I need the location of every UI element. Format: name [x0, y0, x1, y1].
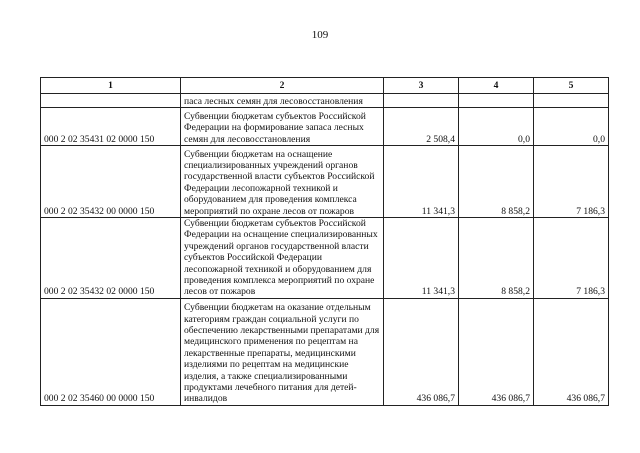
column-header-2: 2: [181, 78, 384, 94]
budget-code-cell: 000 2 02 35432 02 0000 150: [41, 218, 181, 299]
table-row: [41, 108, 609, 146]
value-col3-cell: [384, 94, 459, 108]
description-cell: паса лесных семян для лесовосстановления: [181, 94, 384, 108]
value-col5-cell: [534, 94, 609, 108]
value-col4-cell: 8 858,2: [459, 218, 534, 299]
column-header-3: 3: [384, 78, 459, 94]
page-number: 109: [311, 29, 329, 41]
description-cell: Субвенции бюджетам субъектов Российской Федерации на оснащение специализированных учреждений органов государственной власти субъектов Российской Федерации лесопожарной техникой и оборудованием для проведения комплекса мероприятий по охране лесов от пожаров: [181, 218, 384, 299]
description-cell: Субвенции бюджетам на оснащение специализированных учреждений органов государственной власти субъектов Российской Федерации лесопожарной техникой и оборудованием для проведения комплекса мероприятий по охране лесов от пожаров: [181, 146, 384, 218]
column-header-4: 4: [459, 78, 534, 94]
value-col5-cell: 0,0: [534, 108, 609, 146]
table-row: [41, 94, 609, 108]
budget-code-cell: 000 2 02 35432 00 0000 150: [41, 146, 181, 218]
value-col3-cell: 436 086,7: [384, 298, 459, 405]
budget-table: [40, 77, 609, 406]
table-row: [41, 146, 609, 218]
budget-code-cell: [41, 94, 181, 108]
description-cell: Субвенции бюджетам субъектов Российской Федерации на формирование запаса лесных семян для лесовосстановления: [181, 108, 384, 146]
column-header-1: 1: [41, 78, 181, 94]
table-row: [41, 298, 609, 405]
table-row: [41, 218, 609, 299]
value-col4-cell: 436 086,7: [459, 298, 534, 405]
value-col4-cell: 8 858,2: [459, 146, 534, 218]
value-col3-cell: 2 508,4: [384, 108, 459, 146]
value-col4-cell: [459, 94, 534, 108]
value-col5-cell: 7 186,3: [534, 146, 609, 218]
value-col5-cell: 436 086,7: [534, 298, 609, 405]
description-cell: Субвенции бюджетам на оказание отдельным категориям граждан социальной услуги по обеспечению лекарственными препаратами для медицинского применения по рецептам на лекарственные препараты, медицинскими изделиями по рецептам на медицинские изделия, а также специализированными продуктами лечебного питания для детей-инвалидов: [181, 298, 384, 405]
value-col3-cell: 11 341,3: [384, 146, 459, 218]
value-col4-cell: 0,0: [459, 108, 534, 146]
header-row: [41, 78, 609, 94]
value-col3-cell: 11 341,3: [384, 218, 459, 299]
budget-code-cell: 000 2 02 35460 00 0000 150: [41, 298, 181, 405]
budget-code-cell: 000 2 02 35431 02 0000 150: [41, 108, 181, 146]
value-col5-cell: 7 186,3: [534, 218, 609, 299]
column-header-5: 5: [534, 78, 609, 94]
